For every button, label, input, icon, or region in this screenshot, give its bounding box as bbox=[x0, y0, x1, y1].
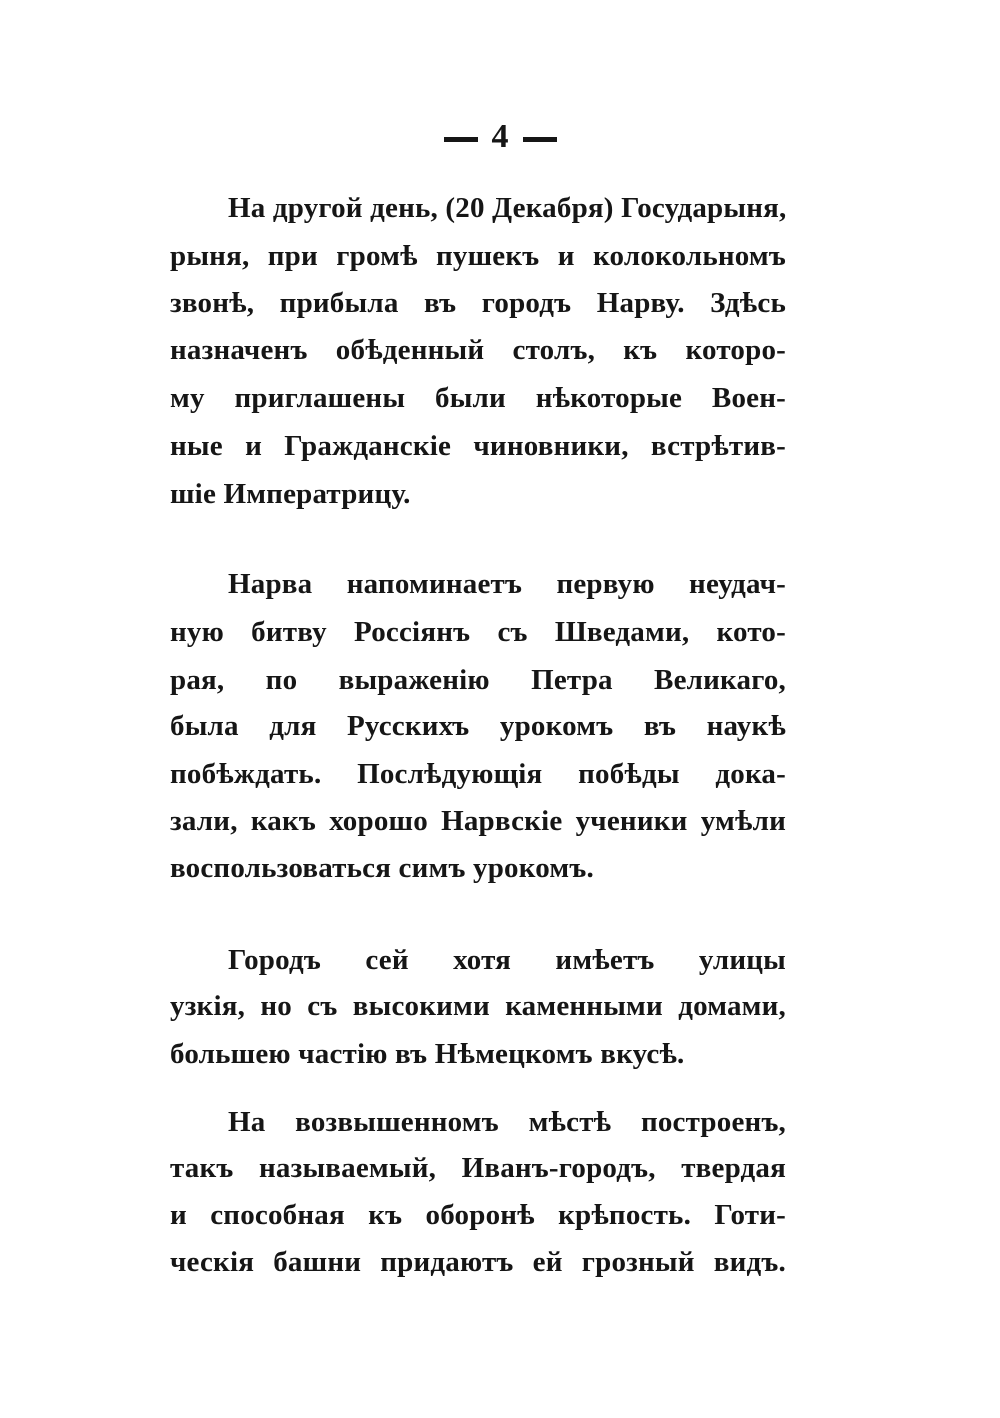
text-line: узкія, но съ высокими каменными домами, bbox=[170, 990, 786, 1022]
text-line: ную битву Россіянъ съ Шведами, кото- bbox=[170, 616, 786, 648]
page-number-text: 4 bbox=[491, 118, 509, 155]
text-line: ческія башни придаютъ ей грозный видъ. bbox=[170, 1246, 786, 1278]
text-line: побѣждать. Послѣдующія побѣды дока- bbox=[170, 758, 786, 790]
page-number bbox=[0, 118, 1000, 156]
text-line: звонѣ, прибыла въ городъ Нарву. Здѣсь bbox=[170, 287, 786, 319]
text-line: На возвышенномъ мѣстѣ построенъ, bbox=[228, 1106, 786, 1138]
text-line: рыня, при громѣ пушекъ и колокольномъ bbox=[170, 240, 786, 272]
text-line: На другой день, (20 Декабря) Государыня, bbox=[228, 192, 787, 224]
text-line: большею частію въ Нѣмецкомъ вкусѣ. bbox=[170, 1038, 685, 1070]
text-line: му приглашены были нѣкоторые Воен- bbox=[170, 382, 786, 414]
text-line: воспользоваться симъ урокомъ. bbox=[170, 852, 594, 884]
text-line: такъ называемый, Иванъ-городъ, твердая bbox=[170, 1152, 786, 1184]
text-line: назначенъ обѣденный столъ, къ которо- bbox=[170, 334, 786, 366]
text-line: зали, какъ хорошо Нарвскіе ученики умѣли bbox=[170, 805, 786, 837]
text-line: шіе Императрицу. bbox=[170, 478, 411, 510]
text-line: и способная къ оборонѣ крѣпость. Готи- bbox=[170, 1199, 786, 1231]
text-line: Нарва напоминаетъ первую неудач- bbox=[228, 568, 786, 600]
text-line: Городъ сей хотя имѣетъ улицы bbox=[228, 944, 786, 976]
text-line: ные и Гражданскіе чиновники, встрѣтив- bbox=[170, 430, 786, 462]
text-line: была для Русскихъ урокомъ въ наукѣ bbox=[170, 710, 786, 742]
dash-right bbox=[523, 137, 557, 142]
text-line: рая, по выраженію Петра Великаго, bbox=[170, 664, 786, 696]
dash-left bbox=[444, 137, 478, 142]
